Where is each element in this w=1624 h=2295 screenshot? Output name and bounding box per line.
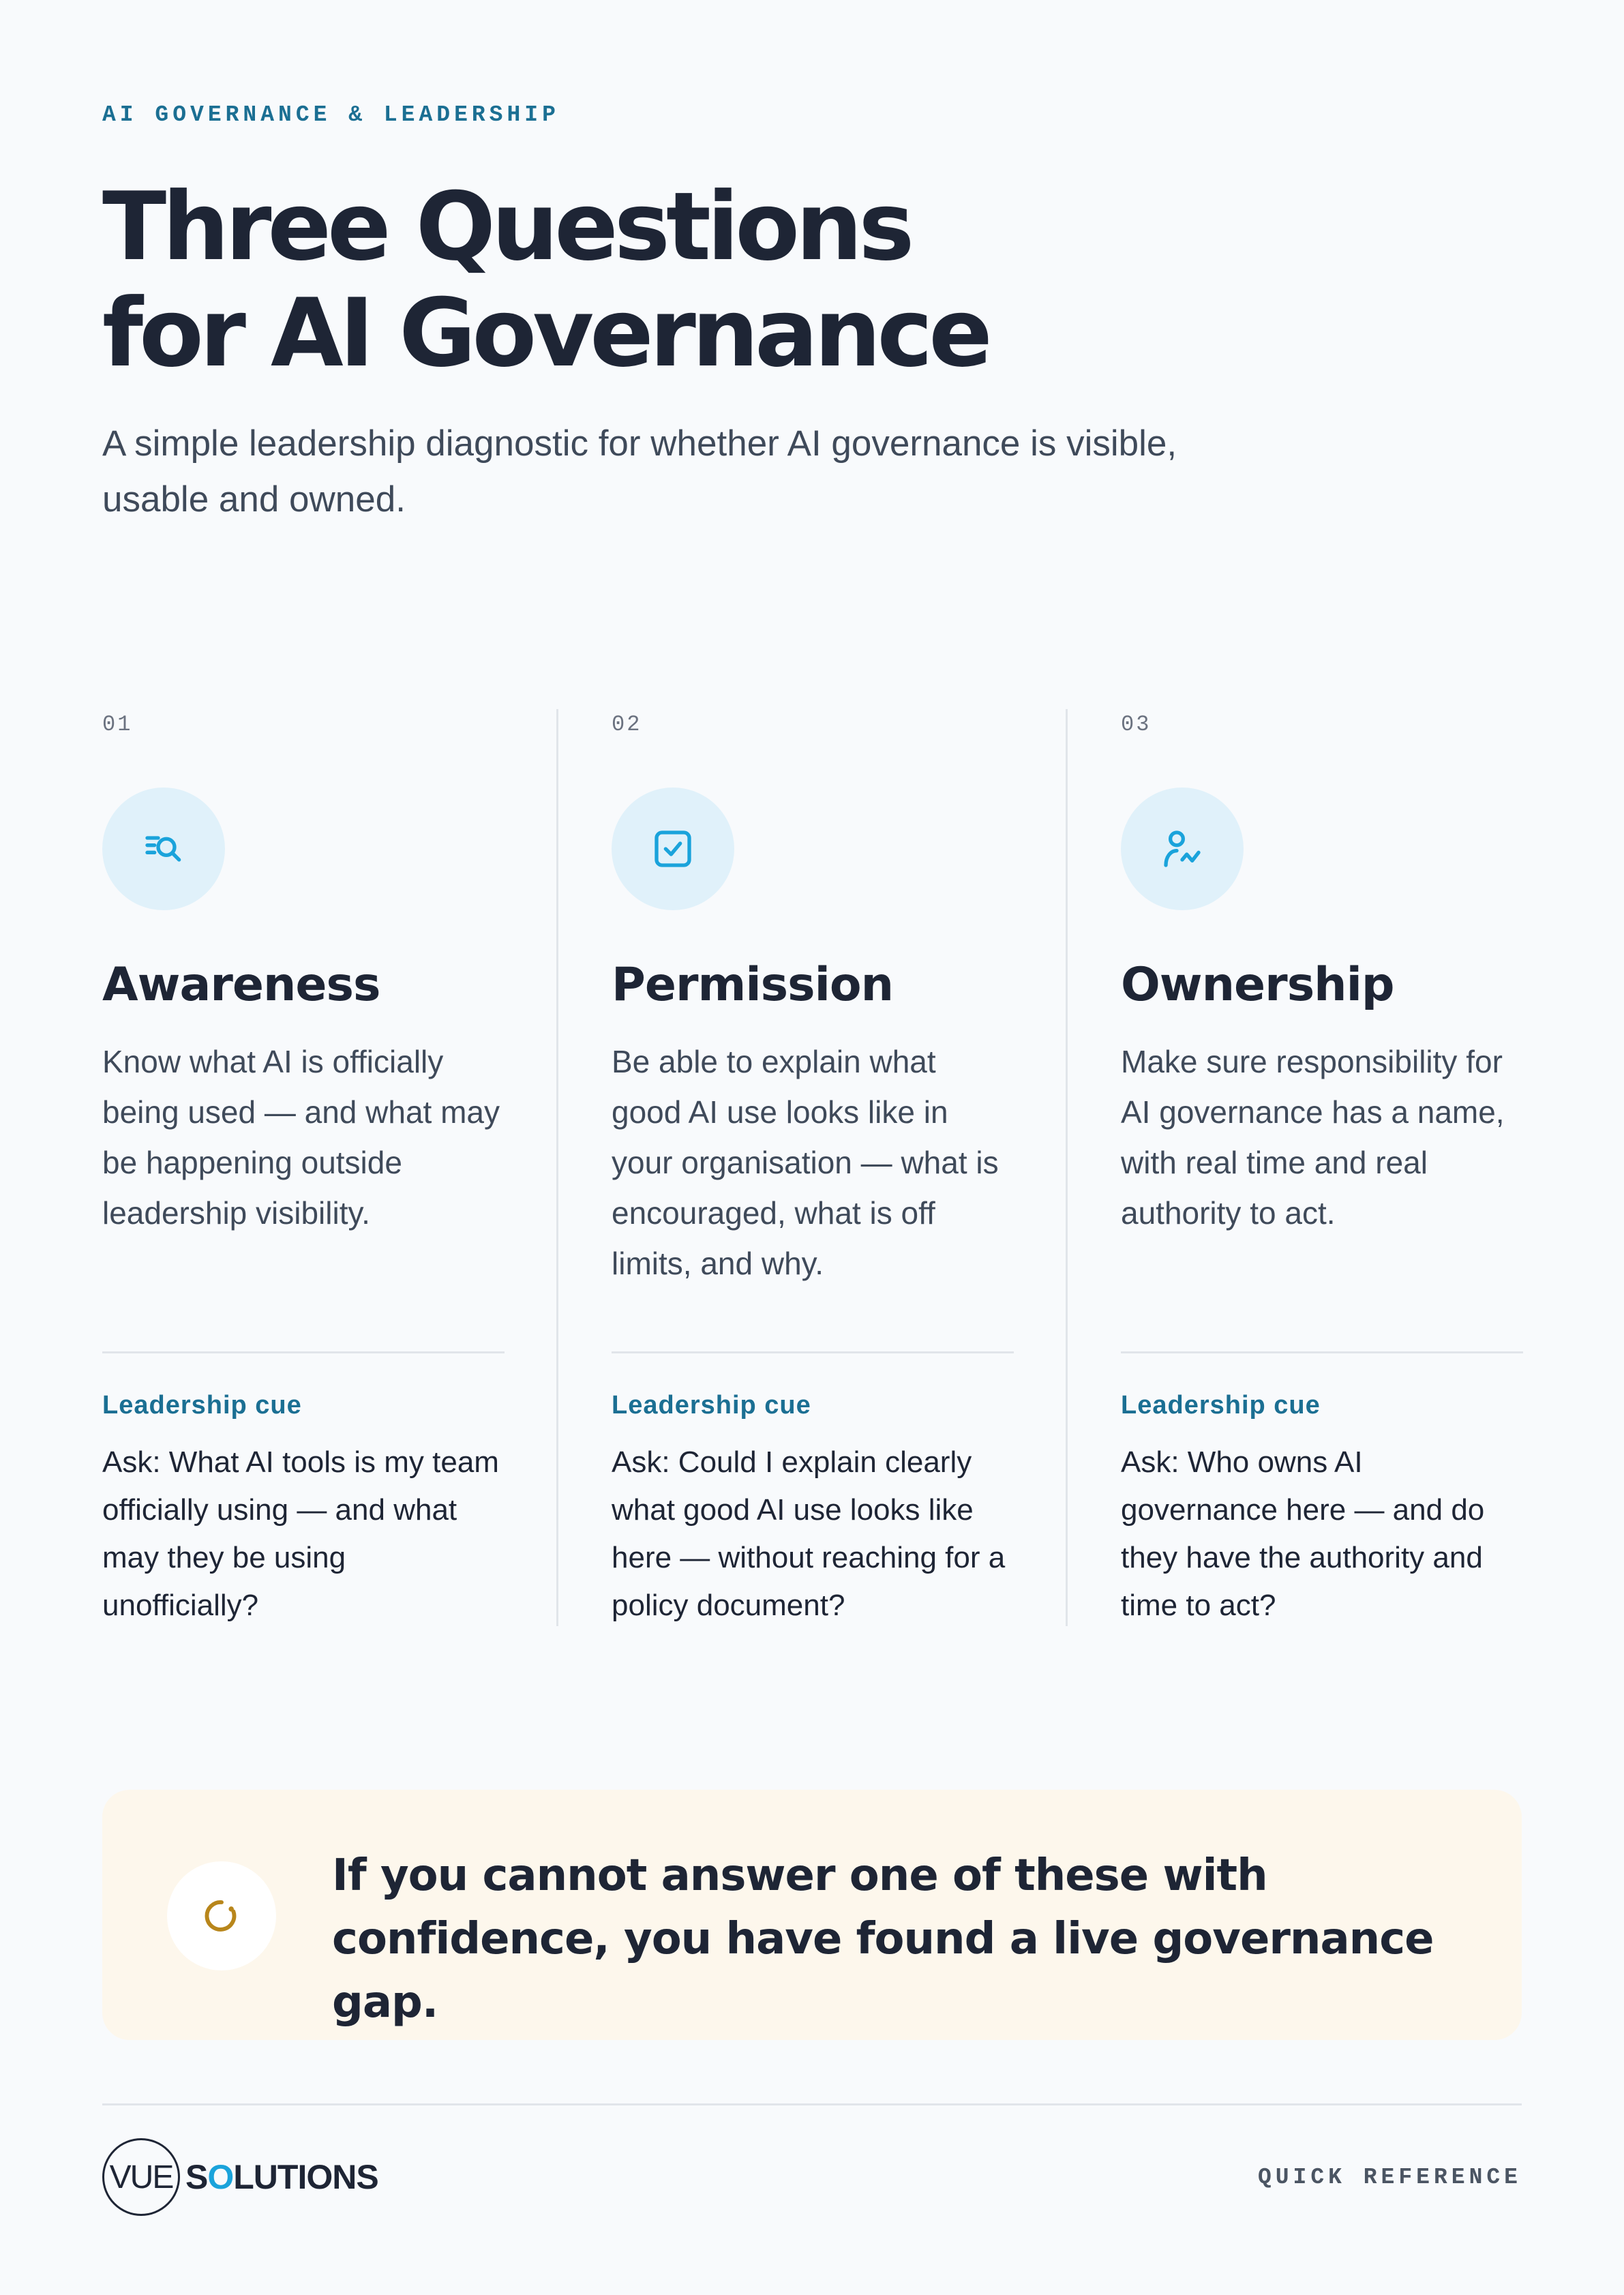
question-description: Be able to explain what good AI use looks like in your organisation — what is encouraged, what is off limits, and why. [612,1044,999,1281]
question-title: Permission [612,958,894,1012]
question-column-awareness [102,709,505,1626]
logo-letter-s: S [185,2158,208,2196]
page-title-line-2: for AI Governance [102,278,989,388]
search-list-icon [102,787,225,910]
column-separator [556,709,558,1626]
question-description: Know what AI is officially being used — and what may be happening outside leadership visibility. [102,1044,500,1231]
governance-gap-callout [102,1790,1522,2040]
page-subtitle: A simple leadership diagnostic for whether AI governance is visible, usable and owned. [102,423,1177,520]
question-number: 01 [102,712,133,737]
question-number: 02 [612,712,642,737]
quick-reference-label: QUICK REFERENCE [1257,2165,1522,2190]
column-divider-rule [612,1351,1014,1353]
logo-letters-rest: LUTIONS [233,2158,378,2196]
user-signature-icon [1121,787,1244,910]
page-title [102,174,1193,387]
question-title: Awareness [102,958,380,1012]
footer-divider [102,2103,1522,2105]
leadership-cue-text: Ask: Who owns AI governance here — and do they have the authority and time to act? [1121,1445,1485,1622]
question-description: Make sure responsibility for AI governance has a name, with real time and real authority to act. [1121,1044,1505,1231]
logo-letter-o: O [207,2158,234,2196]
leadership-cue-label: Leadership cue [612,1391,811,1420]
column-divider-rule [102,1351,505,1353]
logo-ring: VUE [102,2138,180,2216]
question-number: 03 [1121,712,1152,737]
eyebrow-label: AI GOVERNANCE & LEADERSHIP [102,102,560,127]
leadership-cue-label: Leadership cue [102,1391,302,1420]
question-column-permission [612,709,1014,1626]
vue-solutions-logo [102,2136,378,2218]
loading-ring-icon [167,1861,276,1970]
column-divider-rule [1121,1351,1523,1353]
leadership-cue-text: Ask: Could I explain clearly what good AI use looks like here — without reaching for a policy document? [612,1445,1006,1622]
question-column-ownership [1121,709,1523,1626]
page-title-line-1: Three Questions [102,172,911,282]
checkbox-icon [612,787,734,910]
logo-wordmark [185,2157,378,2197]
question-title: Ownership [1121,958,1394,1012]
leadership-cue-text: Ask: What AI tools is my team officially using — and what may they be using unofficially? [102,1445,499,1622]
column-separator [1066,709,1068,1626]
callout-text: If you cannot answer one of these with confidence, you have found a live governance gap. [332,1850,1434,2028]
leadership-cue-label: Leadership cue [1121,1391,1321,1420]
